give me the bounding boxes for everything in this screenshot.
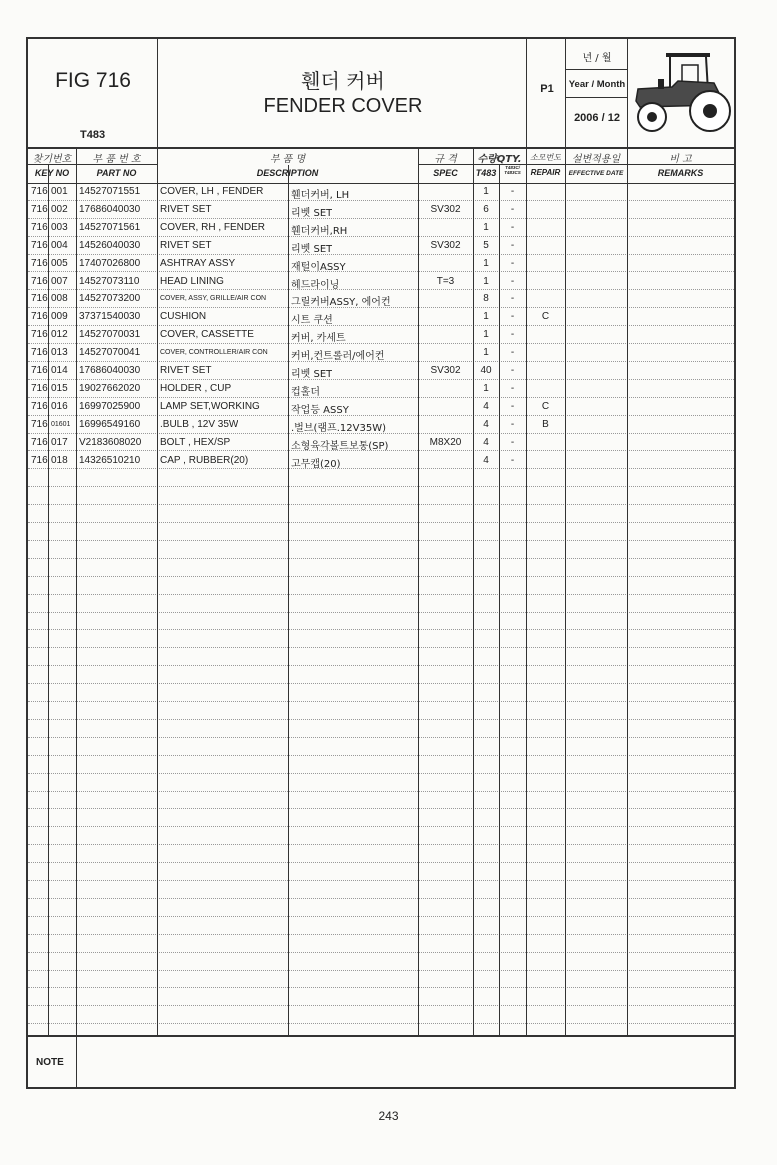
col-repair-ko: 소모번도 [530, 153, 561, 162]
note-section [28, 1035, 734, 1089]
key-no-cell: 005 [51, 257, 68, 269]
table-row [28, 362, 734, 380]
table-row [28, 810, 734, 828]
description-ko-cell: 컵홀더 [291, 386, 320, 398]
key-no-cell: 013 [51, 347, 68, 359]
key-no-cell: 008 [51, 293, 68, 305]
table-row [28, 469, 734, 487]
part-no-cell: 16997025900 [79, 400, 141, 412]
qty-cell: 1 [483, 382, 489, 394]
col-spec: SPEC [433, 168, 458, 178]
table-row [28, 237, 734, 255]
description-en-cell: CUSHION [160, 311, 207, 323]
fig-no-cell: 716 [31, 454, 48, 466]
table-row [28, 631, 734, 649]
qty-other-cell: - [510, 275, 515, 287]
tractor-icon [628, 43, 734, 135]
spec-cell: SV302 [430, 365, 461, 376]
qty-other-cell: - [510, 203, 515, 215]
part-no-cell: 14527071561 [79, 221, 141, 233]
table-row [28, 595, 734, 613]
qty-other-cell: - [510, 347, 515, 359]
qty-cell: 4 [483, 436, 489, 448]
table-row [28, 827, 734, 845]
fig-no-cell: 716 [31, 436, 48, 448]
col-key-ko: 찾기번호 [32, 154, 72, 165]
description-en-cell: COVER, ASSY, GRILLE/AIR CON [160, 295, 267, 303]
table-row [28, 1006, 734, 1024]
qty-cell: 1 [483, 257, 489, 269]
table-row [28, 434, 734, 452]
key-no-cell: 01601 [51, 420, 71, 428]
description-ko-cell: 리벳 SET [291, 243, 333, 255]
description-ko-cell: 고무캡(20) [291, 458, 341, 470]
repair-cell: B [542, 418, 549, 430]
table-row [28, 505, 734, 523]
qty-other-cell: - [510, 382, 515, 394]
table-row [28, 738, 734, 756]
description-en-cell: RIVET SET [160, 203, 212, 215]
part-no-cell: 17686040030 [79, 365, 141, 376]
column-header-row [28, 147, 734, 184]
part-no-cell: 14527070031 [79, 329, 141, 341]
table-row [28, 648, 734, 666]
spec-cell: SV302 [430, 203, 461, 215]
table-row [28, 326, 734, 344]
table-row [28, 416, 734, 434]
description-en-cell: COVER, LH , FENDER [160, 186, 264, 197]
description-en-cell: COVER, CONTROLLER/AIR CON [160, 349, 268, 357]
table-row [28, 183, 734, 201]
qty-cell: 40 [480, 365, 492, 376]
description-en-cell: HEAD LINING [160, 275, 224, 287]
key-no-cell: 014 [51, 365, 68, 376]
spec-cell: T=3 [436, 275, 455, 287]
qty-other-cell: - [510, 257, 515, 269]
qty-cell: 1 [483, 275, 489, 287]
col-qty-t483: T483 [475, 168, 497, 178]
qty-other-cell: - [510, 418, 515, 430]
description-en-cell: BOLT , HEX/SP [160, 436, 231, 448]
description-ko-cell: 리벳 SET [291, 207, 333, 219]
parts-page-frame [26, 37, 736, 1089]
col-effective-date: EFFECTIVE DATE [568, 170, 624, 177]
col-qty-other: T483C/ T483CS [504, 165, 521, 175]
part-no-cell: 17686040030 [79, 203, 141, 215]
description-en-cell: LAMP SET,WORKING [160, 400, 260, 412]
note-label: NOTE [36, 1057, 64, 1068]
qty-other-cell: - [510, 436, 515, 448]
part-no-cell: 14527071551 [79, 186, 141, 197]
sheet-number: P1 [540, 83, 554, 95]
description-ko-cell: 재털이ASSY [291, 261, 346, 273]
qty-cell: 6 [483, 203, 489, 215]
fig-no-cell: 716 [31, 382, 48, 394]
col-part-no: PART NO [96, 168, 137, 178]
qty-cell: 1 [483, 186, 489, 197]
table-row [28, 380, 734, 398]
key-no-cell: 003 [51, 221, 68, 233]
table-row [28, 756, 734, 774]
part-no-cell: 14527070041 [79, 347, 141, 359]
fig-no-cell: 716 [31, 365, 48, 376]
fig-no-cell: 716 [31, 186, 48, 197]
spec-cell: SV302 [430, 239, 461, 251]
qty-cell: 4 [483, 418, 489, 430]
table-row [28, 702, 734, 720]
qty-other-cell: - [510, 239, 515, 251]
table-row [28, 219, 734, 237]
qty-cell: 8 [483, 293, 489, 305]
year-month-value: 2006 / 12 [574, 112, 620, 124]
table-row [28, 666, 734, 684]
description-ko-cell: 그릴커버ASSY, 에어컨 [291, 297, 391, 309]
qty-other-cell: - [510, 293, 515, 305]
description-ko-cell: 휀더커버, LH [291, 190, 350, 201]
description-ko-cell: 커버,컨트롤러/에어컨 [291, 351, 385, 363]
figure-number: FIG 716 [55, 69, 131, 92]
description-ko-cell: 작업등 ASSY [291, 404, 349, 416]
qty-cell: 1 [483, 347, 489, 359]
spec-cell: M8X20 [429, 436, 462, 448]
title-korean: 휀더 커버 [301, 69, 385, 93]
page-number: 243 [378, 1109, 399, 1123]
col-key: KEY NO [34, 168, 70, 178]
fig-no-cell: 716 [31, 239, 48, 251]
parts-table [28, 183, 734, 1035]
part-no-cell: 14527073200 [79, 293, 141, 305]
qty-cell: 4 [483, 454, 489, 466]
model-label: T483 [80, 129, 106, 141]
table-row [28, 792, 734, 810]
fig-no-cell: 716 [31, 293, 48, 305]
table-row [28, 541, 734, 559]
fig-no-cell: 716 [31, 275, 48, 287]
description-ko-cell: .벌브(램프.12V35W) [291, 422, 386, 434]
fig-no-cell: 716 [31, 311, 48, 323]
table-row [28, 989, 734, 1007]
table-row [28, 487, 734, 505]
description-en-cell: COVER, CASSETTE [160, 329, 254, 341]
table-row [28, 452, 734, 470]
qty-cell: 5 [483, 239, 489, 251]
table-row [28, 523, 734, 541]
table-row [28, 863, 734, 881]
description-en-cell: HOLDER , CUP [160, 382, 232, 394]
part-no-cell: 14526040030 [79, 239, 141, 251]
table-row [28, 881, 734, 899]
key-no-cell: 016 [51, 400, 68, 412]
fig-no-cell: 716 [31, 329, 48, 341]
description-en-cell: RIVET SET [160, 365, 212, 376]
table-row [28, 899, 734, 917]
qty-cell: 1 [483, 311, 489, 323]
title-english: FENDER COVER [263, 95, 423, 117]
qty-other-cell: - [510, 400, 515, 412]
table-row [28, 559, 734, 577]
key-no-cell: 012 [51, 329, 68, 341]
col-qty: 수량QTY. [477, 154, 522, 165]
col-desc-ko: 부 품 명 [269, 154, 306, 165]
col-remarks-ko: 비 고 [669, 154, 692, 165]
qty-cell: 1 [483, 329, 489, 341]
part-no-cell: 16996549160 [79, 418, 141, 430]
description-en-cell: CAP , RUBBER(20) [160, 454, 249, 466]
description-ko-cell: 소형육각볼트보통(SP) [291, 440, 389, 452]
part-no-cell: 19027662020 [79, 382, 141, 394]
qty-other-cell: - [510, 311, 515, 323]
table-row [28, 344, 734, 362]
part-no-cell: 14326510210 [79, 454, 141, 466]
description-en-cell: RIVET SET [160, 239, 212, 251]
year-month-label: Year / Month [568, 79, 626, 90]
description-ko-cell: 휀더커버,RH [291, 225, 348, 237]
description-ko-cell: 헤드라이닝 [291, 279, 340, 291]
col-spec-ko: 규 격 [434, 154, 457, 165]
col-remarks: REMARKS [657, 168, 704, 178]
repair-cell: C [541, 311, 550, 323]
table-row [28, 845, 734, 863]
fig-no-cell: 716 [31, 203, 48, 215]
table-row [28, 398, 734, 416]
description-en-cell: COVER, RH , FENDER [160, 221, 266, 233]
col-part-ko: 부 품 번 호 [92, 154, 141, 165]
key-no-cell: 017 [51, 436, 68, 448]
fig-no-cell: 716 [31, 221, 48, 233]
table-row [28, 720, 734, 738]
key-no-cell: 002 [51, 203, 68, 215]
key-no-cell: 009 [51, 311, 68, 323]
description-en-cell: ASHTRAY ASSY [160, 257, 236, 269]
table-row [28, 774, 734, 792]
fig-no-cell: 716 [31, 400, 48, 412]
qty-other-cell: - [510, 329, 515, 341]
table-row [28, 577, 734, 595]
fig-no-cell: 716 [31, 257, 48, 269]
table-row [28, 201, 734, 219]
qty-other-cell: - [510, 221, 515, 233]
qty-other-cell: - [510, 186, 515, 197]
description-ko-cell: 커버, 카세트 [291, 333, 346, 345]
key-no-cell: 015 [51, 382, 68, 394]
table-row [28, 953, 734, 971]
part-no-cell: 17407026800 [79, 257, 141, 269]
table-row [28, 255, 734, 273]
qty-cell: 1 [483, 221, 489, 233]
qty-other-cell: - [510, 454, 515, 466]
description-ko-cell: 시트 쿠션 [291, 315, 333, 327]
col-description: DESCRIPTION [256, 168, 319, 178]
year-month-korean: 년 / 월 [582, 53, 612, 64]
table-row [28, 290, 734, 308]
table-row [28, 917, 734, 935]
repair-cell: C [541, 400, 550, 412]
part-no-cell: 37371540030 [79, 311, 141, 323]
table-row [28, 935, 734, 953]
description-en-cell: .BULB , 12V 35W [160, 418, 239, 430]
key-no-cell: 007 [51, 275, 68, 287]
key-no-cell: 004 [51, 239, 68, 251]
table-row [28, 971, 734, 989]
col-effective-ko: 설변적용일 [571, 154, 621, 165]
table-row [28, 613, 734, 631]
qty-cell: 4 [483, 400, 489, 412]
page-header [28, 39, 734, 149]
part-no-cell: 14527073110 [79, 275, 140, 287]
table-row [28, 273, 734, 291]
fig-no-cell: 716 [31, 418, 48, 430]
col-repair: REPAIR [530, 168, 561, 177]
key-no-cell: 001 [51, 186, 68, 197]
qty-other-cell: - [510, 365, 515, 376]
fig-no-cell: 716 [31, 347, 48, 359]
table-row [28, 308, 734, 326]
part-no-cell: V2183608020 [79, 436, 142, 448]
key-no-cell: 018 [51, 454, 68, 466]
table-row [28, 684, 734, 702]
description-ko-cell: 리벳 SET [291, 369, 333, 380]
